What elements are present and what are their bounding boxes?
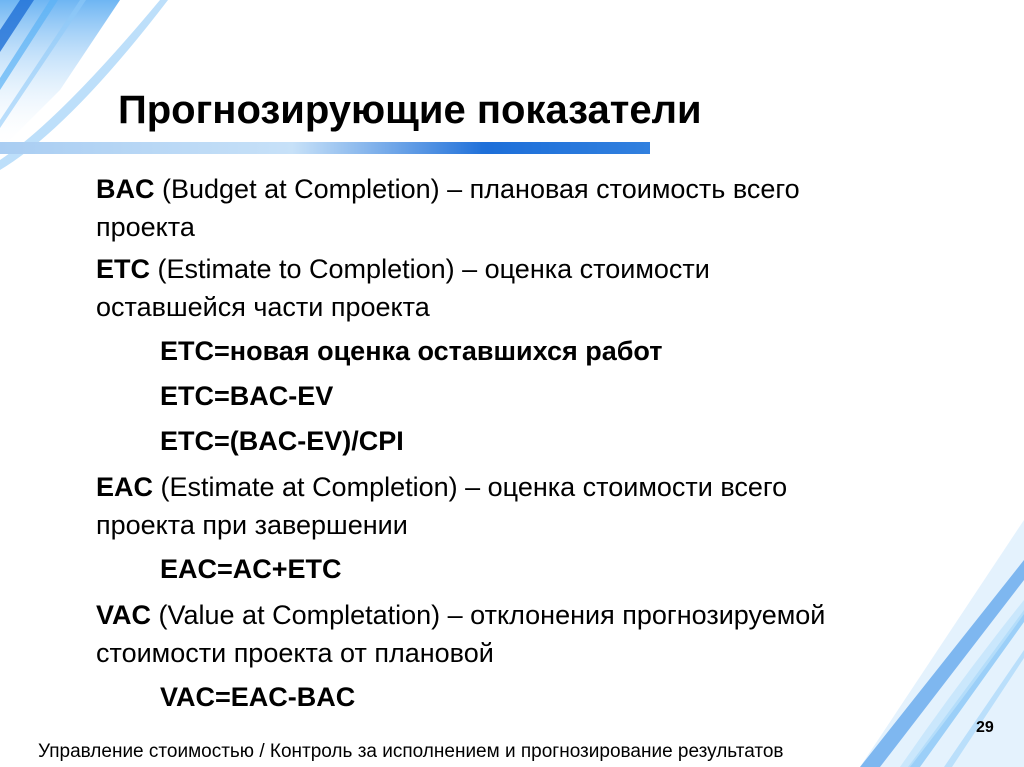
definition-eac — [96, 468, 856, 544]
formula-etc-1: ETC=новая оценка оставшихся работ — [160, 336, 663, 366]
title-underline — [0, 142, 650, 154]
definition-etc-text: (Estimate to Completion) – оценка стоимости оставшейся части проекта — [96, 254, 710, 322]
term-etc: ETC — [96, 254, 150, 284]
term-bac: BAC — [96, 174, 155, 204]
definition-bac-text: (Budget at Completion) – плановая стоимость всего проекта — [96, 174, 800, 242]
formula-etc-3: ETC=(BAC-EV)/CPI — [160, 426, 404, 456]
definition-bac — [96, 170, 856, 246]
term-vac: VAC — [96, 600, 152, 630]
formula-eac-1: EAC=AC+ETC — [160, 554, 342, 584]
formula-vac-1: VAC=EAC-BAC — [160, 682, 356, 712]
slide-title: Прогнозирующие показатели — [118, 88, 702, 132]
definition-eac-text: (Estimate at Completion) – оценка стоимости всего проекта при завершении — [96, 472, 788, 540]
footer-caption: Управление стоимостью / Контроль за исполнением и прогнозирование результатов — [38, 741, 784, 762]
definition-vac-text: (Value at Completation) – отклонения прогнозируемой стоимости проекта от плановой — [96, 600, 826, 668]
term-eac: EAC — [96, 472, 154, 502]
definition-etc — [96, 250, 856, 326]
page-number: 29 — [976, 719, 994, 736]
definition-vac — [96, 596, 856, 672]
formula-etc-2: ETC=BAC-EV — [160, 381, 334, 411]
